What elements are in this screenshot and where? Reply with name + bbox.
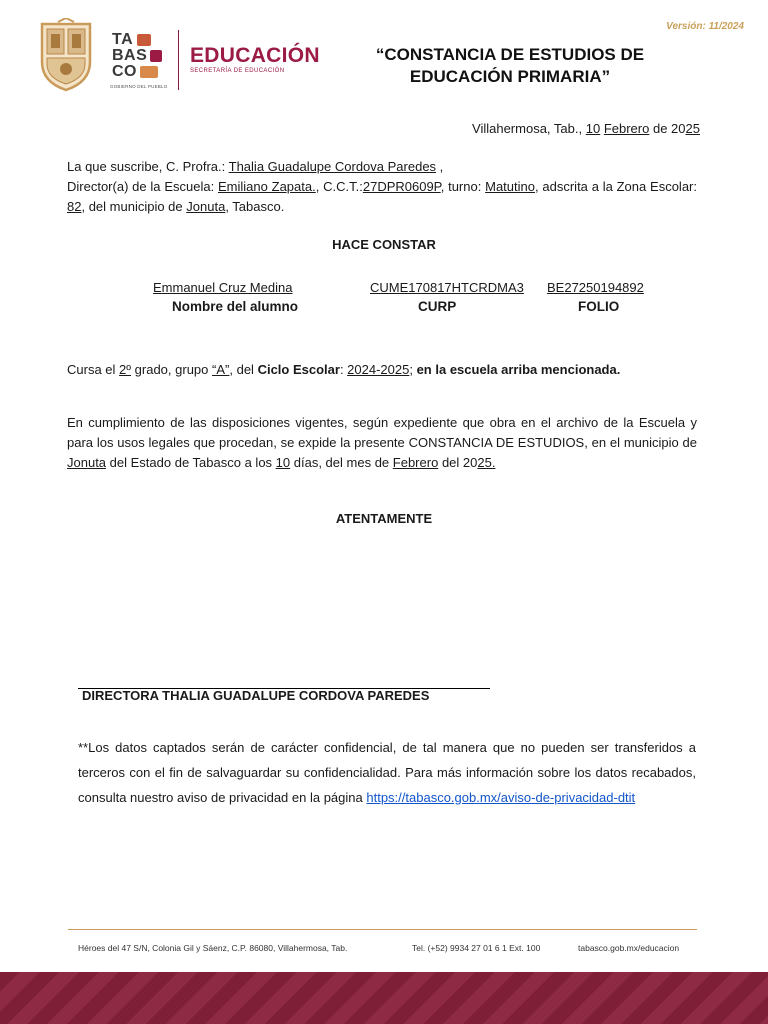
signer-name: DIRECTORA THALIA GUADALUPE CORDOVA PAREDES bbox=[82, 688, 430, 703]
issuance-year: 25. bbox=[477, 455, 496, 470]
logo-tile-icon bbox=[150, 50, 162, 62]
label-curp: CURP bbox=[418, 299, 457, 314]
date-year-prefix: de 20 bbox=[652, 121, 686, 136]
municipality: Jonuta bbox=[186, 199, 226, 214]
version-label: Versión: 11/2024 bbox=[666, 21, 744, 32]
zone: 82 bbox=[67, 199, 82, 214]
privacy-link[interactable]: https://tabasco.gob.mx/aviso-de-privacidad-dtit bbox=[366, 790, 636, 805]
place: Villahermosa, Tab., bbox=[472, 121, 583, 136]
logo-tile-icon bbox=[140, 66, 158, 78]
footer-phone: Tel. (+52) 9934 27 01 6 1 Ext. 100 bbox=[412, 943, 541, 953]
issuance-text: En cumplimiento de las disposiciones vigentes, según expediente que obra en el archivo de la Escuela y para los usos legales que procedan, se expide la presente CONSTANCIA DE ESTUDIOS, en el municipio de bbox=[67, 415, 697, 450]
hace-constar-heading: HACE CONSTAR bbox=[332, 237, 436, 252]
footer-address: Héroes del 47 S/N, Colonia Gil y Sáenz, C.P. 86080, Villahermosa, Tab. bbox=[78, 943, 348, 953]
label-student-name: Nombre del alumno bbox=[172, 299, 299, 314]
zone-label: , adscrita a la Zona Escolar: bbox=[535, 179, 697, 194]
state-coat-of-arms-icon bbox=[38, 18, 94, 92]
cycle-prefix: , del bbox=[229, 362, 254, 377]
education-subtitle: SECRETARÍA DE EDUCACIÓN bbox=[190, 68, 285, 74]
school-label: Director(a) de la Escuela: bbox=[67, 179, 215, 194]
document-title-line-1: “CONSTANCIA DE ESTUDIOS DE bbox=[375, 45, 645, 64]
issuance-year-prefix: del 20 bbox=[441, 455, 478, 470]
issuance-day: 10 bbox=[275, 455, 291, 470]
grade-label: grado, grupo bbox=[134, 362, 209, 377]
state-text: , Tabasco. bbox=[225, 199, 285, 214]
enrollment-line: Cursa el 2º grado, grupo “A”, del Ciclo Escolar: 2024-2025; en la escuela arriba mencionada. bbox=[67, 362, 621, 377]
enrollment-suffix: en la escuela arriba mencionada. bbox=[416, 362, 621, 377]
student-name: Emmanuel Cruz Medina bbox=[153, 280, 293, 295]
student-curp: CUME170817HTCRDMA3 bbox=[370, 280, 524, 295]
director-paragraph: La que suscribe, C. Profra.: Thalia Guadalupe Cordova Paredes , Director(a) de la Escuela: Emiliano Zapata., C.C.T.:27DPR0609P, turno: Matutino, adscrita a la Zona Escolar: 82, del municipio de Jonuta, Tabasco. bbox=[67, 159, 697, 214]
atentamente-heading: ATENTAMENTE bbox=[335, 511, 433, 526]
school-cycle: 2024-2025 bbox=[347, 362, 410, 377]
tabasco-letters-1: TA bbox=[112, 31, 134, 48]
logo-tile-icon bbox=[137, 34, 151, 46]
header-divider bbox=[178, 30, 179, 90]
tabasco-logo bbox=[112, 32, 176, 92]
education-title: EDUCACIÓN bbox=[190, 44, 320, 67]
place-date bbox=[472, 119, 700, 139]
tabasco-logo-row-3 bbox=[112, 64, 176, 80]
tabasco-letters-3: CO bbox=[112, 63, 137, 80]
tabasco-logo-row-2 bbox=[112, 48, 176, 64]
grade: 2º bbox=[119, 362, 132, 377]
footer-decorative-band bbox=[0, 972, 768, 1024]
intro-text: La que suscribe, C. Profra.: bbox=[67, 159, 226, 174]
municipality-label: , del municipio de bbox=[81, 199, 183, 214]
cycle-label: Ciclo Escolar bbox=[257, 362, 340, 377]
footer-website: tabasco.gob.mx/educacion bbox=[578, 943, 680, 953]
date-day: 10 bbox=[585, 121, 601, 136]
tabasco-logo-row-1 bbox=[112, 32, 176, 48]
shift-label: , turno: bbox=[440, 179, 482, 194]
cct-label: , C.C.T.: bbox=[315, 179, 363, 194]
shift: Matutino bbox=[485, 179, 535, 194]
label-folio: FOLIO bbox=[578, 299, 620, 314]
privacy-notice bbox=[78, 735, 696, 810]
date-year: 25 bbox=[685, 121, 700, 136]
cct-code: 27DPR0609P bbox=[362, 179, 441, 194]
document-title-line-2: EDUCACIÓN PRIMARIA” bbox=[409, 67, 611, 86]
issuance-month: Febrero bbox=[392, 455, 439, 470]
group: “A” bbox=[212, 362, 230, 377]
privacy-text: **Los datos captados serán de carácter confidencial, de tal manera que no pueden ser transferidos a terceros con el fin de salvaguardar su confidencialidad. Para más información sobre los datos recabados, consulta nuestro aviso de privacidad en la página bbox=[78, 740, 696, 805]
issuance-municipality: Jonuta bbox=[67, 455, 107, 470]
issuance-mid: del Estado de Tabasco a los bbox=[109, 455, 273, 470]
footer-divider bbox=[68, 929, 697, 930]
issuance-paragraph bbox=[67, 413, 697, 473]
student-folio: BE27250194892 bbox=[547, 280, 644, 295]
date-month: Febrero bbox=[603, 121, 650, 136]
government-tagline: GOBIERNO DEL PUEBLO bbox=[110, 84, 168, 89]
document-title bbox=[364, 44, 656, 88]
tabasco-letters-2: BAS bbox=[112, 47, 148, 64]
director-name: Thalia Guadalupe Cordova Paredes bbox=[228, 159, 437, 174]
enrollment-prefix: Cursa el bbox=[67, 362, 116, 377]
issuance-month-prefix: días, del mes de bbox=[293, 455, 390, 470]
school-name: Emiliano Zapata. bbox=[218, 179, 316, 194]
